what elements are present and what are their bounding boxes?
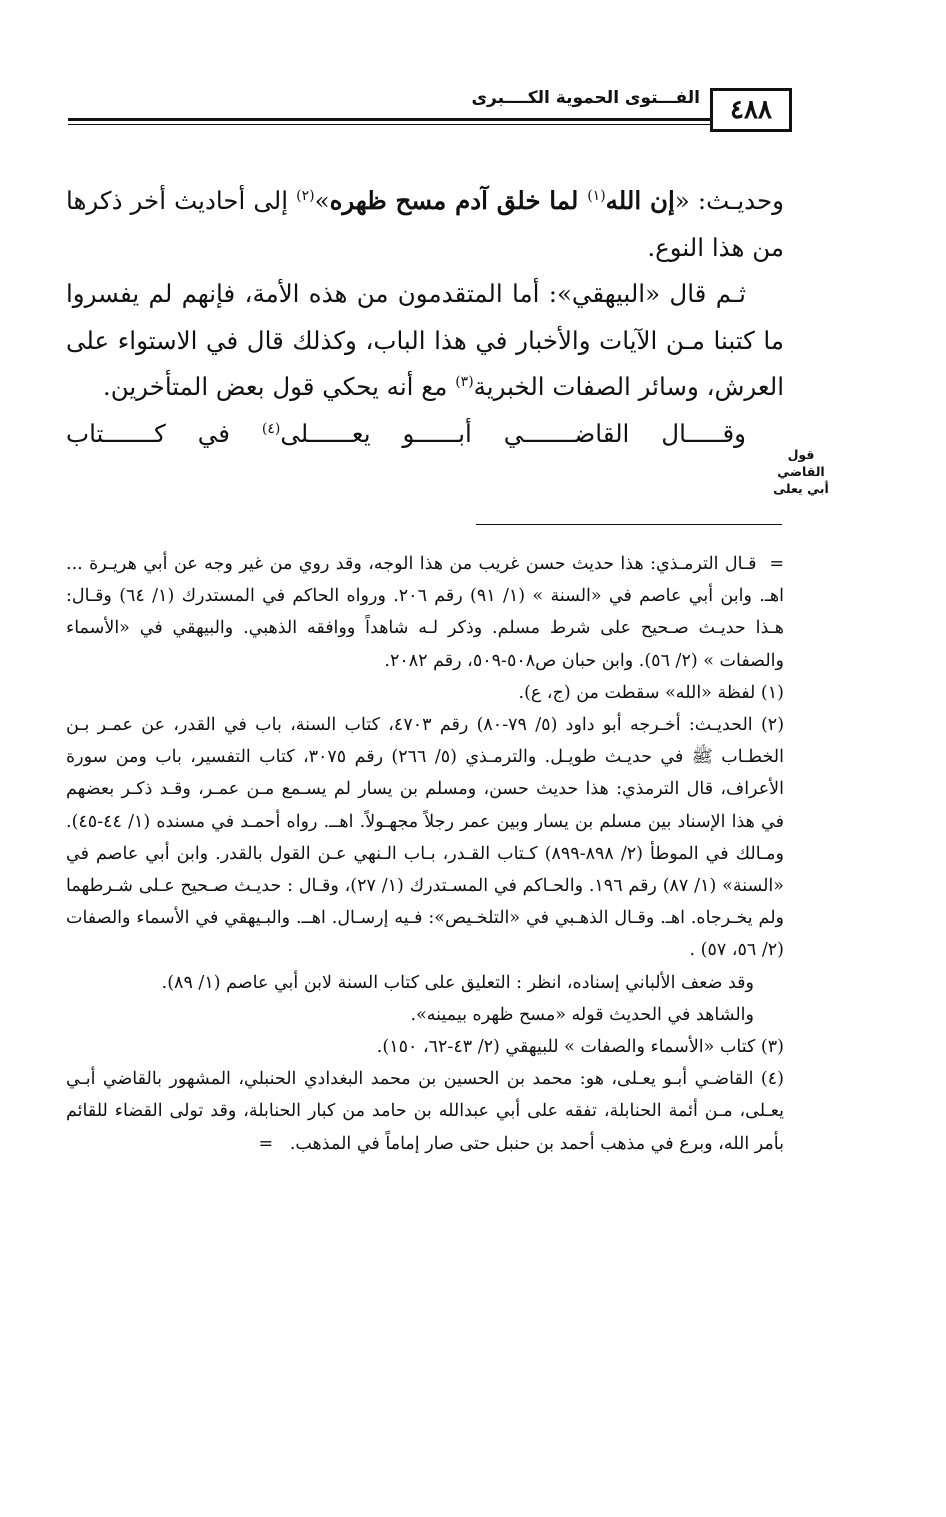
margin-note-line-2: القاضي [777, 464, 825, 479]
paragraph-1 [66, 178, 784, 271]
p1-bold-1: إن الله [605, 186, 675, 215]
p3-word-4-group [262, 411, 371, 458]
p2-text: ثـم قال «البيهقي»: أما المتقدمون من هذه الأمة، فإنهم لم يفسروا ما كتبنا مـن الآيات والأخبار في هذا الباب، وكذلك قال في الاستواء على العرش، وسائر الصفات الخبرية [66, 279, 784, 401]
p1-rest: إلى أحاديث أخر ذكرها من هذا النوع. [66, 186, 784, 262]
p3-word-4: يعــــــلى [280, 418, 371, 448]
continuation-text: قـال الترمـذي: هذا حديث حسن غريب من هذا الوجه، وقد روي من غير وجه عن أبي هريـرة ... اهـ. وابن أبي عاصم في «السنة » (١/ ٩١) رقم ٢٠٦. ورواه الحاكم في المستدرك (١/ ٦٤) وقـال: هـذا حديـث صـحيح على شرط مسلم. وذكر لـه شاهداً ووافقه الذهبي. والبيهقي في «الأسماء والصفات » (٢/ ٥٦). وابن حبان ص٥٠٨-٥٠٩، رقم ٢٠٨٢. [66, 554, 784, 671]
footnote-2-note-1: وقد ضعف الألباني إسناده، انظر : التعليق على كتاب السنة لابن أبي عاصم (١/ ٨٩). [161, 972, 754, 993]
footnote-ref-2: (٢) [296, 187, 315, 204]
footnote-ref-1: (١) [587, 187, 606, 204]
p3-word-6: كـــــــتاب [66, 418, 166, 448]
footnote-4-continuation-marker: = [258, 1133, 274, 1154]
margin-note-line-3: أبي يعلى [773, 481, 829, 496]
footnotes [66, 548, 784, 1160]
footnote-4 [66, 1063, 784, 1160]
paragraph-2 [66, 271, 784, 411]
footnote-ref-4: (٤) [261, 420, 281, 437]
p3-word-2: القاضـــــــي [503, 418, 630, 448]
p3-word-3: أبــــــو [402, 418, 472, 448]
running-title: الفـــتوى الحموية الكــــبرى [471, 88, 700, 108]
p3-word-1: وقـــــال [661, 418, 746, 448]
page-number: ٤٨٨ [710, 88, 792, 132]
p1-prefix: وحديـث: « [674, 186, 784, 215]
footnote-4-text: (٤) القاضـي أبـو يعـلى، هو: محمد بن الحسين بن محمد البغدادي الحنبلي، المشهور بالقاضي أبـي يعـلى، مـن أئمة الحنابلة، تفقه على أبي عبدالله بن حامد من كبار الحنابلة، وقد تولى القضاء للقائم بأمر الله، وبرع في مذهب أحمد بن حنبل حتى صار إماماً في المذهب. [66, 1069, 784, 1154]
footnote-ref-3: (٣) [455, 373, 474, 390]
margin-note-line-1: قول [787, 447, 815, 462]
footnote-separator [476, 524, 782, 525]
paragraph-3 [66, 411, 784, 458]
footnote-3: (٣) كتاب «الأسماء والصفات » للبيهقي (٢/ ٤٣-٦٢، ١٥٠). [376, 1037, 784, 1058]
p1-bold-2: لما خلق آدم مسح ظهره [329, 186, 588, 215]
p2-rest: مع أنه يحكي قول بعض المتأخرين. [102, 372, 456, 401]
footnote-1: (١) لفظة «الله» سقطت من (ج، ع). [518, 682, 784, 703]
footnote-continuation [66, 548, 784, 677]
footnote-2-note-2: والشاهد في الحديث قوله «مسح ظهره بيمينه». [410, 1004, 754, 1025]
page-header [68, 88, 792, 138]
margin-note [766, 446, 836, 497]
header-rule [68, 118, 710, 125]
p1-close-quote: » [314, 186, 330, 215]
p3-word-5: في [197, 418, 230, 448]
main-text [66, 178, 784, 457]
continuation-marker: = [769, 554, 784, 574]
footnote-2: (٢) الحديـث: أخـرجه أبو داود (٥/ ٧٩-٨٠) رقم ٤٧٠٣، كتاب السنة، باب في القدر، عن عمـر بـن الخطـاب ﷺ في حديـث طويـل. والترمـذي (٥/ ٢٦٦) رقم ٣٠٧٥، كتاب التفسير، باب ومن سورة الأعراف، قال الترمذي: هذا حديث حسن، ومسلم بن يسار لم يسـمع مـن عمـر، وقـد ذكـر بعضهم في هذا الإسناد بين مسلم بن يسار وبين عمر رجلاً مجهـولاً. اهــ. رواه أحمـد في مسنده (١/ ٤٤-٤٥). ومـالك في الموطأ (٢/ ٨٩٨-٨٩٩) كـتاب القـدر، بـاب الـنهي عـن القول بالقدر. وابن أبي عاصم في «السنة» (١/ ٨٧) رقم ١٩٦. والحـاكم في المسـتدرك (١/ ٢٧)، وقـال : حديـث صـحيح عـلى شـرطهما ولم يخـرجاه. اهـ. وقـال الذهـبي في «التلخـيص»: فـيه إرسـال. اهــ. والبـيهقي في الأسماء والصفات (٢/ ٥٦، ٥٧) . [66, 715, 785, 961]
